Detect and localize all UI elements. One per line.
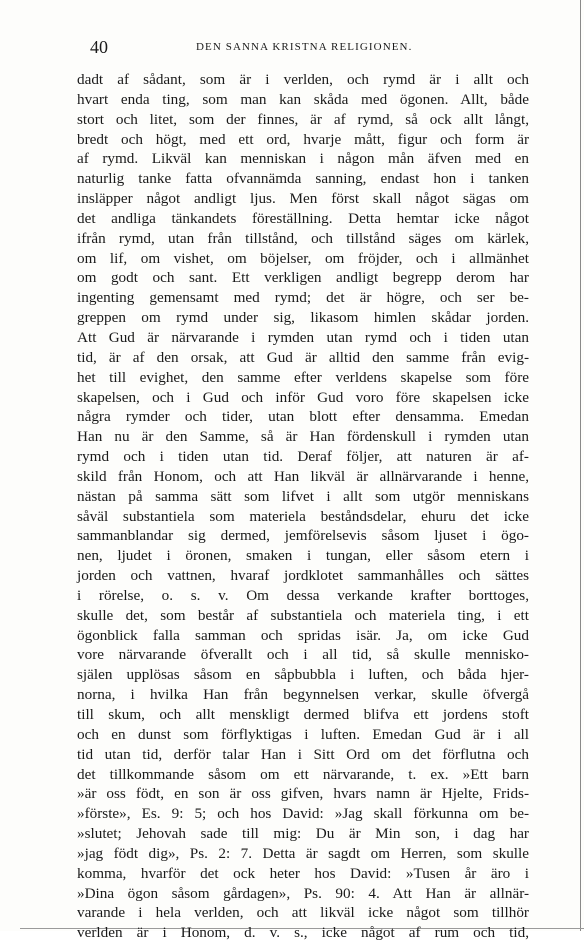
text-line: af rymd. Likväl kan menniskan i någon mån äfven med en <box>77 150 529 168</box>
text-line: »slutet; Jehovah sade till mig: Du är Min son, i dag har <box>77 825 529 843</box>
text-line: »jag födt dig», Ps. 2: 7. Detta är sagdt om Herren, som skulle <box>77 844 529 862</box>
text-line: ögonblick falla samman och spridas isär. Ja, om icke Gud <box>77 626 529 644</box>
page-edge-right <box>580 0 581 931</box>
text-line: nästan på samma sätt som lifvet i allt som utgör menniskans <box>77 487 529 505</box>
text-line: »Dina ögon såsom gårdagen», Ps. 90: 4. Att Han är allnär- <box>77 884 529 902</box>
text-line: ingenting gemensamt med rymd; det är högre, och ser be- <box>77 289 529 307</box>
text-line: det tillkommande såsom om ett närvarande, t. ex. »Ett barn <box>77 765 529 783</box>
text-line: jorden och vattnen, hvaraf jordklotet sammanhålles och sättes <box>77 567 529 585</box>
text-line: stort och litet, som der finnes, är af rymd, så ock allt långt, <box>77 110 529 128</box>
text-line: om lif, om vishet, om böjelser, om fröjder, och i allmänhet <box>77 249 529 267</box>
text-line: själen upplösas såsom en såpbubbla i luften, och båda hjer- <box>77 666 529 684</box>
text-line: naturlig tanke fatta ofvannämda sanning, endast hon i tanken <box>77 170 529 188</box>
text-line: greppen om rymd under sig, likasom himlen skådar jorden. <box>77 309 529 327</box>
text-line: tid utan tid, derför talar Han i Sitt Ord om det förflutna och <box>77 745 529 763</box>
text-line: vore närvarande öfverallt och i all tid, så skulle mennisko- <box>77 646 529 664</box>
text-line: såväl substantiela som materiela beståndsdelar, ehuru det icke <box>77 507 529 525</box>
text-line: hvart enda ting, som man kan skåda med ögonen. Allt, både <box>77 90 529 108</box>
text-line: det andliga tänkandets föreställning. Detta hemtar icke något <box>77 209 529 227</box>
text-line: »förste», Es. 9: 5; och hos David: »Jag skall förkunna om be- <box>77 805 529 823</box>
text-line: rymd och i tiden utan tid. Deraf följer, att naturen är af- <box>77 448 529 466</box>
text-line: nen, ljudet i öronen, smaken i tungan, eller såsom etern i <box>77 547 529 565</box>
text-line: om godt och sant. Ett verkligen andligt begrepp derom har <box>77 269 529 287</box>
text-line: i rörelse, o. s. v. Om dessa verkande krafter borttoges, <box>77 586 529 604</box>
text-line: Att Gud är närvarande i rymden utan rymd och i tiden utan <box>77 328 529 346</box>
text-line: några rymder och tider, utan blott efter densamma. Emedan <box>77 408 529 426</box>
text-line: Han nu är den Samme, så är Han fördenskull i rymden utan <box>77 428 529 446</box>
text-line: varande i hela verlden, och att likväl icke något som tillhör <box>77 904 529 922</box>
text-line: verlden är i Honom, d. v. s., icke något af rum och tid, <box>77 924 529 942</box>
page-header <box>76 36 528 58</box>
text-line: bredt och högt, med ett ord, hvarje mått, figur och form är <box>77 130 529 148</box>
text-line: norna, i hvilka Han från begynnelsen verkar, skulle öfvergå <box>77 686 529 704</box>
text-line: skild från Honom, och att Han likväl är allnärvarande i henne, <box>77 467 529 485</box>
text-line: tid, är af den orsak, att Gud är alltid den samme från evig- <box>77 348 529 366</box>
text-line: och en dunst som förflyktigas i luften. Emedan Gud är i all <box>77 725 529 743</box>
text-line: »är oss födt, en son är oss gifven, hvars namn är Hjelte, Frids- <box>77 785 529 803</box>
page-number: 40 <box>90 37 108 57</box>
text-line: dadt af sådant, som är i verlden, och rymd är i allt och <box>77 71 529 88</box>
body-text <box>77 70 529 943</box>
text-line: skapelsen, och i Gud och inför Gud voro före skapelsen icke <box>77 388 529 406</box>
text-line: skulle det, som består af substantiela och materiela ting, i ett <box>77 606 529 624</box>
text-line: till skum, och allt menskligt dermed blifva ett jordens stoft <box>77 706 529 723</box>
text-line: ifrån rymd, utan från tillstånd, och tillstånd säges om kärlek, <box>77 229 529 247</box>
text-line: insläpper något andligt ljus. Men först skall något sägas om <box>77 190 529 208</box>
text-line: het till evighet, den samme efter verldens skapelse som före <box>77 368 529 386</box>
text-line: sammanblandar sig dermed, jemförelsevis såsom ljuset i ögo- <box>77 527 529 545</box>
running-head: DEN SANNA KRISTNA RELIGIONEN. <box>196 41 413 53</box>
text-line: komma, hvarför det ock heter hos David: »Tusen år äro i <box>77 864 529 882</box>
